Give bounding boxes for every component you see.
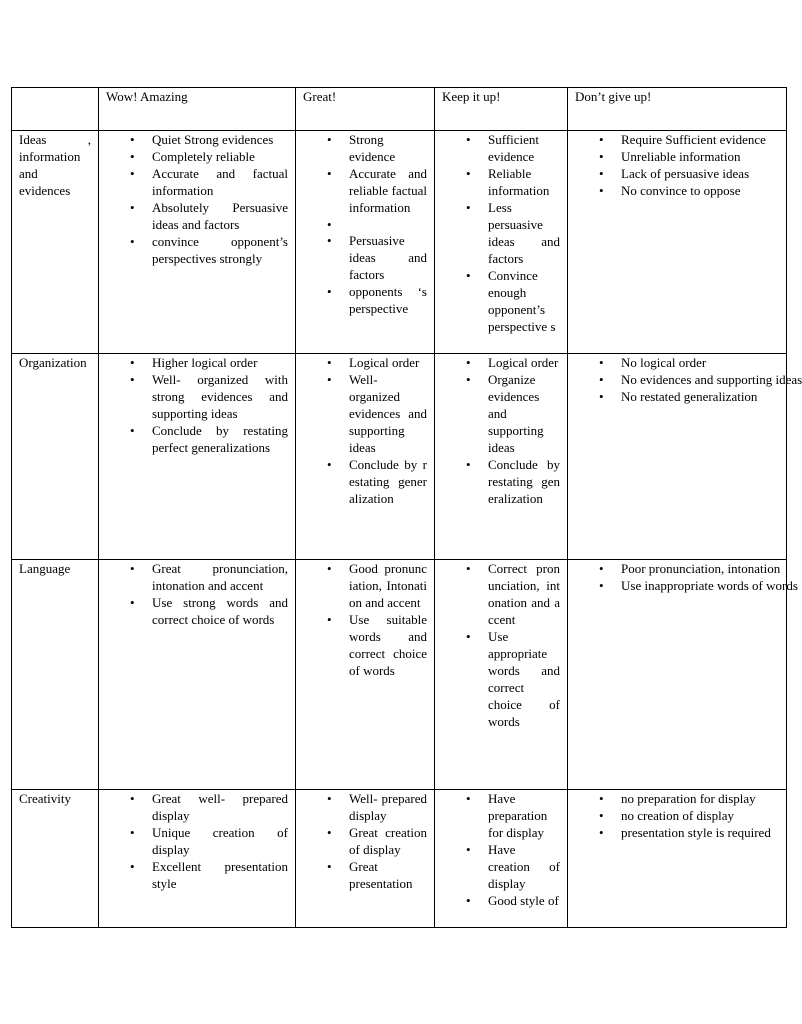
header-row [12, 88, 787, 131]
list-item: • presentation style is required [621, 824, 779, 841]
rubric-cell [296, 790, 435, 928]
list-item: • Sufficient evidence [488, 131, 560, 165]
list-item: • Great presentation [349, 858, 427, 892]
rubric-cell [435, 131, 568, 354]
list-item: • Use strong words and correct choice of words [152, 594, 288, 628]
list-item: • Good style of [488, 892, 560, 909]
list-item: • convince opponent’s perspectives strongly [152, 233, 288, 267]
list-item: • Great pronunciation, intonation and accent [152, 560, 288, 594]
list-item: • Persuasive ideas and factors [349, 232, 427, 283]
list-item: • Excellent presentation style [152, 858, 288, 892]
list-item: • Use inappropriate words of words [621, 577, 779, 594]
list-item: • Great creation of display [349, 824, 427, 858]
header-cell-keep: Keep it up! [435, 88, 568, 131]
list-item: • Unreliable information [621, 148, 779, 165]
list-item: • Convince enough opponent’s perspective s [488, 267, 560, 335]
rubric-cell [568, 560, 798, 790]
criterion-cell: Language [12, 560, 99, 790]
rubric-cell [99, 560, 296, 790]
list-item: • Have creation of display [488, 841, 560, 892]
table-row [12, 790, 787, 928]
list-item: • no preparation for display [621, 790, 779, 807]
list-item: • Completely reliable [152, 148, 288, 165]
list-item: • Logical order [349, 354, 427, 371]
rubric-cell [296, 131, 435, 354]
list-item: • Lack of persuasive ideas [621, 165, 779, 182]
list-item-line: Require Sufficient evidence [621, 132, 766, 147]
criterion-cell: Ideas , information and evidences [12, 131, 99, 354]
rubric-cell [99, 131, 296, 354]
list-item: • Conclude by restating perfect generalizations [152, 422, 288, 456]
list-item: • Well- organized evidences and supporting ideas [349, 371, 427, 456]
list-item: • Reliable information [488, 165, 560, 199]
rubric-cell [435, 560, 568, 790]
list-item: • Higher logical order [152, 354, 288, 371]
list-item: • No restated generalization [621, 388, 779, 405]
list-item: • Conclude by restating generalization [488, 456, 560, 507]
list-item: • No logical order [621, 354, 779, 371]
list-item: • Accurate and factual information [152, 165, 288, 199]
rubric-cell [296, 560, 435, 790]
header-cell-great: Great! [296, 88, 435, 131]
rubric-cell [435, 790, 568, 928]
criterion-cell: Organization [12, 354, 99, 560]
header-cell-wow: Wow! Amazing [99, 88, 296, 131]
list-item: • Less persuasive ideas and factors [488, 199, 560, 267]
list-item: • Poor pronunciation, intonation [621, 560, 779, 577]
list-item: • Organize evidences and supporting ideas [488, 371, 560, 456]
list-item: • Conclude by restating generalization [349, 456, 427, 507]
list-item: • Good pronunciation, Intonation and accent [349, 560, 427, 611]
rubric-cell [568, 354, 802, 560]
rubric-cell [568, 790, 787, 928]
table-row [12, 560, 787, 790]
list-item: • No evidences and supporting ideas [621, 371, 779, 388]
header-cell-dont: Don’t give up! [568, 88, 787, 131]
list-item: • Well- organized with strong evidences and supporting ideas [152, 371, 288, 422]
table-row [12, 354, 787, 560]
rubric-cell [435, 354, 568, 560]
rubric-cell [568, 131, 787, 354]
rubric-cell [99, 354, 296, 560]
list-gap [349, 216, 427, 232]
list-item: • Accurate and reliable factual information [349, 165, 427, 216]
list-item: • Well- prepared display [349, 790, 427, 824]
list-item: • Use appropriate words and correct choice of words [488, 628, 560, 730]
rubric-table [11, 87, 802, 928]
criterion-cell: Creativity [12, 790, 99, 928]
table-row [12, 131, 787, 354]
list-item: • Correct pronunciation, intonation and accent [488, 560, 560, 628]
header-cell-empty [12, 88, 99, 131]
list-item: • Great well- prepared display [152, 790, 288, 824]
list-item: • Quiet Strong evidences [152, 131, 288, 148]
list-item: • Logical order [488, 354, 560, 371]
rubric-cell [99, 790, 296, 928]
list-item: • opponents ‘s perspective [349, 283, 427, 317]
list-item: • Unique creation of display [152, 824, 288, 858]
list-item: • Strong evidence [349, 131, 427, 165]
list-item: • Use suitable words and correct choice of words [349, 611, 427, 679]
list-item: • no creation of display [621, 807, 779, 824]
list-item: • Absolutely Persuasive ideas and factors [152, 199, 288, 233]
list-item: • No convince to oppose [621, 182, 779, 199]
list-item: • Have preparation for display [488, 790, 560, 841]
rubric-cell [296, 354, 435, 560]
list-item [621, 131, 779, 148]
